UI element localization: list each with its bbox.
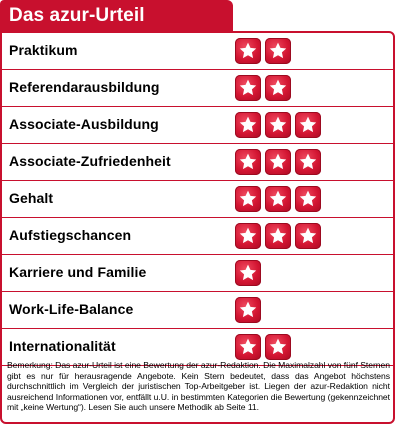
star-icon: [265, 149, 291, 175]
rating-row: [2, 107, 393, 144]
rating-label: Associate-Ausbildung: [9, 116, 159, 132]
star-icon: [295, 112, 321, 138]
star-icon: [295, 223, 321, 249]
star-icon: [235, 149, 261, 175]
star-icon: [235, 297, 261, 323]
rating-label: Karriere und Familie: [9, 264, 147, 280]
rating-stars: [235, 334, 291, 360]
star-icon: [265, 112, 291, 138]
rating-stars: [235, 186, 321, 212]
rating-stars: [235, 297, 261, 323]
rating-stars: [235, 112, 321, 138]
star-icon: [235, 75, 261, 101]
rating-label: Aufstiegschancen: [9, 227, 132, 243]
rating-stars: [235, 223, 321, 249]
rating-row: [2, 255, 393, 292]
rating-row: [2, 181, 393, 218]
star-icon: [235, 38, 261, 64]
star-icon: [265, 223, 291, 249]
rating-stars: [235, 260, 261, 286]
star-icon: [265, 75, 291, 101]
rating-stars: [235, 75, 291, 101]
rating-row: [2, 144, 393, 181]
star-icon: [235, 334, 261, 360]
rating-label: Praktikum: [9, 42, 78, 58]
rating-label: Work-Life-Balance: [9, 301, 134, 317]
rating-row: [2, 70, 393, 107]
card-title: Das azur-Urteil: [9, 5, 145, 26]
rating-row: [2, 33, 393, 70]
rating-label: Gehalt: [9, 190, 54, 206]
star-icon: [295, 186, 321, 212]
remark-text: Bemerkung: Das azur-Urteil ist eine Bewertung der azur-Redaktion. Die Maximalzahl von fünf Sternen gibt es nur für herausragende Angebote. Kein Stern bedeutet, dass das Angebot höchstens durchschnittlich im Vergleich der juristischen Top-Arbeitgeber ist. Liegen der azur-Redaktion nicht ausreichend Informationen vor, entfällt u.U. in bestimmten Kategorien die Bewertung (gekennzeichnet mit „keine Wertung“). Lesen Sie auch unsere Methodik ab Seite 11.: [7, 360, 390, 413]
star-icon: [295, 149, 321, 175]
rating-row: [2, 292, 393, 329]
star-icon: [265, 38, 291, 64]
rating-list: [2, 33, 393, 366]
rating-row: [2, 218, 393, 255]
rating-label: Associate-Zufriedenheit: [9, 153, 171, 169]
star-icon: [235, 223, 261, 249]
star-icon: [235, 186, 261, 212]
rating-stars: [235, 149, 321, 175]
rating-stars: [235, 38, 291, 64]
header-tab: [0, 0, 233, 33]
rating-label: Internationalität: [9, 338, 116, 354]
star-icon: [235, 260, 261, 286]
rating-label: Referendarausbildung: [9, 79, 160, 95]
star-icon: [235, 112, 261, 138]
star-icon: [265, 186, 291, 212]
star-icon: [265, 334, 291, 360]
